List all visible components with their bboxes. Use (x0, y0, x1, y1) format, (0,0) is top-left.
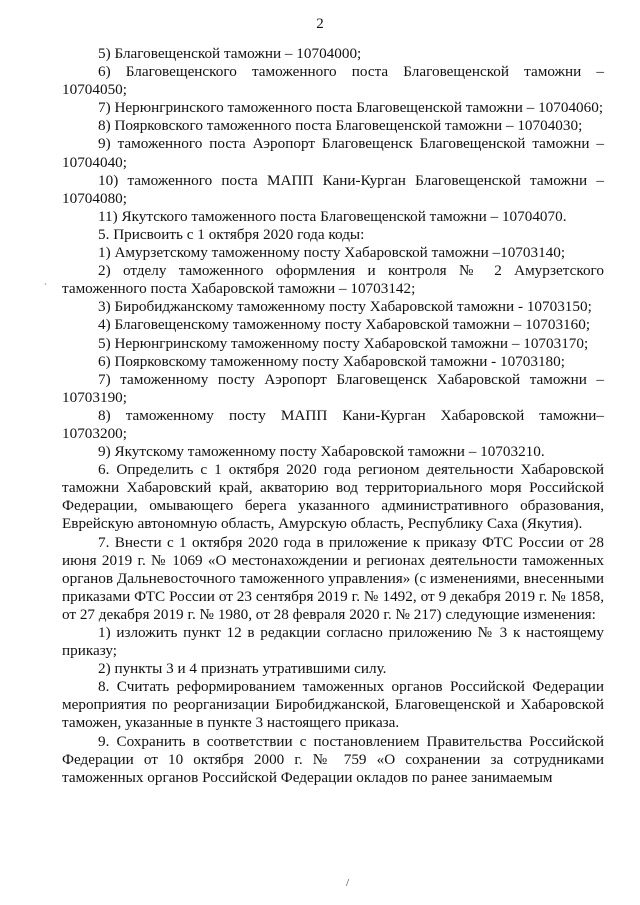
page-number: 2 (316, 16, 324, 32)
paragraph: 9) таможенного поста Аэропорт Благовещенск Благовещенской таможни – 10704040; (62, 135, 604, 171)
ink-mark: / (346, 877, 350, 889)
paragraph: 7) Нерюнгринского таможенного поста Благовещенской таможни – 10704060; (98, 99, 604, 117)
paragraph: 1) Амурзетскому таможенному посту Хабаровской таможни –10703140; (98, 244, 566, 262)
paragraph: 9. Сохранить в соответствии с постановлением Правительства Российской Федерации от 10 октября 2000 г. № 759 «О сохранении за сотрудниками таможенных органов Российской Федерации окладов по ранее занимаемым (62, 732, 604, 786)
paragraph: 10) таможенного поста МАПП Кани-Курган Благовещенской таможни – 10704080; (62, 171, 604, 207)
paragraph: 6) Поярковскому таможенному посту Хабаровской таможни - 10703180; (98, 352, 565, 370)
paragraph: 8) таможенному посту МАПП Кани-Курган Хабаровской таможни– 10703200; (62, 406, 604, 442)
paragraph: 6) Благовещенского таможенного поста Благовещенской таможни – 10704050; (62, 63, 604, 99)
paragraph: 9) Якутскому таможенному посту Хабаровской таможни – 10703210. (98, 443, 545, 461)
paragraph: 5) Нерюнгринскому таможенному посту Хабаровской таможни – 10703170; (98, 334, 589, 352)
paragraph: 3) Биробиджанскому таможенному посту Хабаровской таможни - 10703150; (98, 298, 592, 316)
paragraph: 8. Считать реформированием таможенных органов Российской Федерации мероприятия по реорганизации Биробиджанской, Благовещенской и Хабаровской таможен, указанные в пункте 3 настоящего приказа. (62, 678, 604, 732)
paragraph: 2) пункты 3 и 4 признать утратившими силу. (98, 660, 387, 678)
margin-mark: ` (44, 282, 47, 292)
paragraph: 5. Присвоить с 1 октября 2020 года коды: (98, 225, 365, 243)
paragraph: 5) Благовещенской таможни – 10704000; (98, 45, 362, 62)
document-body (62, 45, 604, 787)
paragraph: 7. Внести с 1 октября 2020 года в приложение к приказу ФТС России от 28 июня 2019 г. № 1069 «О местонахождении и регионах деятельности таможенных органов Дальневосточного таможенного управления» (с изменениями, внесенными приказами ФТС России от 23 сентября 2019 г. № 1492, от 9 декабря 2019 г. № 1858, от 27 декабря 2019 г. № 1980, от 28 февраля 2020 г. № 217) следующие изменения: (62, 533, 604, 623)
paragraph: 6. Определить с 1 октября 2020 года регионом деятельности Хабаровской таможни Хабаровский край, акваторию вод территориального моря Российской Федерации, омывающего берега указанного административного образования, Еврейскую автономную область, Амурскую область, Республику Саха (Якутия). (62, 461, 604, 533)
paragraph: 7) таможенному посту Аэропорт Благовещенск Хабаровской таможни – 10703190; (62, 370, 604, 406)
paragraph: 1) изложить пункт 12 в редакции согласно приложению № 3 к настоящему приказу; (62, 624, 604, 660)
paragraph: 8) Поярковского таможенного поста Благовещенской таможни – 10704030; (98, 117, 583, 135)
paragraph: 11) Якутского таможенного поста Благовещенской таможни – 10704070. (98, 207, 567, 225)
paragraph: 4) Благовещенскому таможенному посту Хабаровской таможни – 10703160; (98, 316, 591, 334)
paragraph: 2) отделу таможенного оформления и контроля № 2 Амурзетского таможенного поста Хабаровской таможни – 10703142; (62, 262, 604, 298)
